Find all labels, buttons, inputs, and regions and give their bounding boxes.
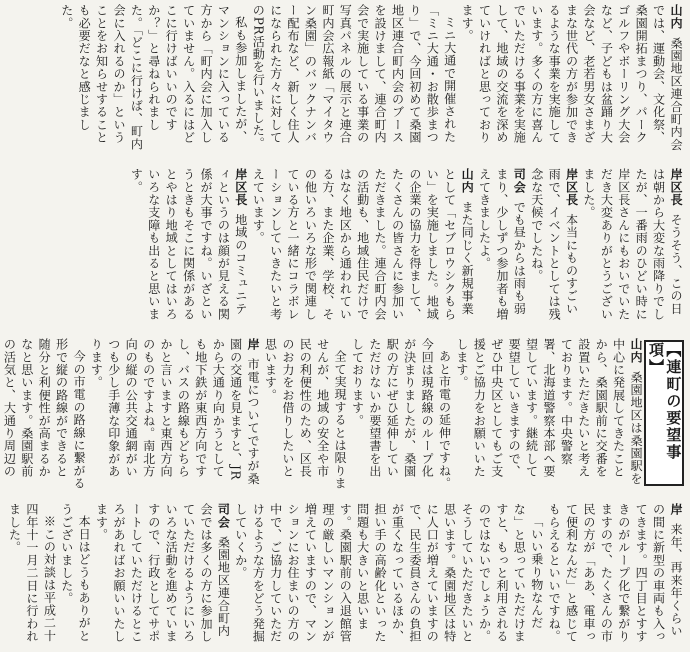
paragraph (231, 503, 544, 648)
paragraph (92, 503, 231, 648)
section-heading-text: 【連町の要望事項】 (647, 342, 683, 461)
speaker-label: 山内 (629, 338, 643, 364)
paragraph-text: 桑園地区連合町内会では、運動会、文化祭、桑園開拓まつり、パークゴルフやボーリング大会など、子どもは盆踊り大会など、老若男女さまざまな世代の方が参加できるような事業を実施しています。多くの方に喜んでいただける事業を実施して、地域の交流を深めていければと思っております。 (460, 4, 683, 151)
paragraph (249, 4, 458, 155)
paragraph-text: また同じく新規事業として「セブロウシクもらい」を実施しました。地域の企業の協力を得まして、たくさんの皆さんに参加いただきました。連合町内会の活動も、地域住民だけではなく地区から通われている方、また企業、学校、その他いろいろな形で関連している方と一緒にコラボレーションしていきたいと考えています。 (251, 168, 475, 321)
paragraph-text: 桑園地区は桑園駅を中心に発展してきたことから、桑園駅前に交番を設置いただきたいと考えております。中央警察署、北海道警察本部へ要望しています。継続して要望していきますので、ぜひ中央区としてもご支援とご協力をお願いいたします。 (454, 338, 643, 485)
paragraph-text: 今の市電の路線に繋がる形で縦の路線ができると随分と利便性が高まるかなと思います。桑園駅前の活気と、大通り周辺の (2, 338, 86, 490)
speaker-label: 山内 (460, 168, 475, 194)
speaker-label: 岸 (246, 338, 261, 351)
paragraph (527, 168, 579, 325)
paragraph (0, 338, 87, 490)
column-tier-4 (6, 503, 684, 648)
speaker-label: 司会 (512, 168, 527, 194)
speaker-label: 山内 (669, 4, 683, 30)
paragraph-text: 本当にものすごい雨で、イベントとしては残念な天候でしたね。 (529, 168, 579, 321)
speaker-label: 司会 (216, 503, 231, 529)
paragraph-text: でも昼からは雨も弱まり、少しずつ参加者も増えてきましたよ。 (477, 168, 527, 321)
paragraph-text: あと市電の延伸ですね。今回は現路線のループ化が決まりましたが、桑園駅の方にぜひ延伸していただけないか要望書を出しております。 (350, 338, 452, 490)
paragraph (57, 4, 248, 155)
paragraph-text: 来年、再来年くらいの間に新型の車両も入ってきます。四丁目とすすきのがループ化で繋がりますので、たくさんの市民の方が「ああ、電車って便利なんだ」と感じてもらえるといいですね。 (547, 503, 683, 643)
paragraph (87, 338, 261, 490)
column-tier-2 (6, 168, 684, 325)
paragraph-text: 本日はどうもありがとうございました。 (59, 503, 92, 643)
paragraph-text: ※この対談は平成二十四年十一月二日に行われました。 (7, 503, 57, 643)
paragraph-text: 「いい乗り物なんだな」と思っていただけますと、もっと利用されるのではないでしょうか。そうしていただきたいと思います。桑園地区は特に人口が増えていますので、民生委員さんの負担が重くなっているほか、担い手の高齢化といった問題も大きいと思います。桑園駅前の入退館管理の厳しいマンションが増えていますので、マンションにお住まいの方の中で、ご協力していただけるような方をどう発掘していくか。 (233, 503, 544, 643)
paragraph (5, 503, 57, 648)
speaker-label: 岸区長 (233, 168, 248, 207)
speaker-label: 岸 (669, 503, 683, 516)
paragraph-text: ミニ大通で開催された「ミニ大通・お散歩まつり」で、今回初めて桑園地区連合町内会のブースを設けまして、連合町内会で実施している事業の写真パネルの展示と連合町内会広報紙「マイタウン桑園」のバックナンバー配布など、新しく住人になられた方々に対してのPR活動を行いました。 (251, 4, 457, 150)
paragraph (545, 503, 684, 648)
column-tier-1 (6, 4, 684, 155)
paragraph (348, 338, 452, 490)
paragraph (261, 338, 348, 490)
paragraph (127, 168, 249, 325)
paragraph (475, 168, 527, 325)
speaker-label: 岸区長 (564, 168, 579, 207)
paragraph (57, 503, 92, 648)
paragraph (249, 168, 475, 325)
paragraph-text: 全て実現するとは限りませんが、地域の安全や市民の利便性のため、区長のお力をお借りしたいと思います。 (263, 338, 348, 490)
paragraph (580, 168, 684, 325)
paragraph-text: 桑園地区連合町内会では多くの方に参加していただけるようにいろいろな活動を進めていますので、行政としてサポートしていただけるところがあればお願いいたします。 (94, 503, 231, 643)
paragraph-text: 地域のコミュニティというのは顔が見える関係が大事ですね。いざというときもそこに関係があるとやはり地域としてはいろいろな支障も出ると思います。 (129, 168, 248, 321)
paragraph-text: そうそう、この日は朝から大変な雨降りでしたが、一番雨のひどい時に岸区長さんにもおいでいただき大変ありがとうございました。 (581, 168, 683, 321)
section-heading (644, 340, 684, 486)
paragraph (458, 4, 684, 155)
paragraph-text: 市電についてですが桑園の交通を見ますと、JRから大通り向かうとしても地下鉄が東西方向ですし、バスの路線もどちらかと言いますと東西方向のものですよね。南北方向の縦の公共交通網がいつも少し手薄な印象があります。 (89, 338, 261, 485)
column-tier-3 (2, 338, 684, 490)
paragraph-text: 私も参加しましたが、マンションに入っている方から「町内会に加入していません。入るにはどこに行けばいいのですか？」と尋ねられました。「どこに行けば、町内会に入れるのか」ということをお知らせすることも必要だなと感じました。 (59, 4, 248, 151)
speaker-label: 岸区長 (669, 168, 683, 207)
